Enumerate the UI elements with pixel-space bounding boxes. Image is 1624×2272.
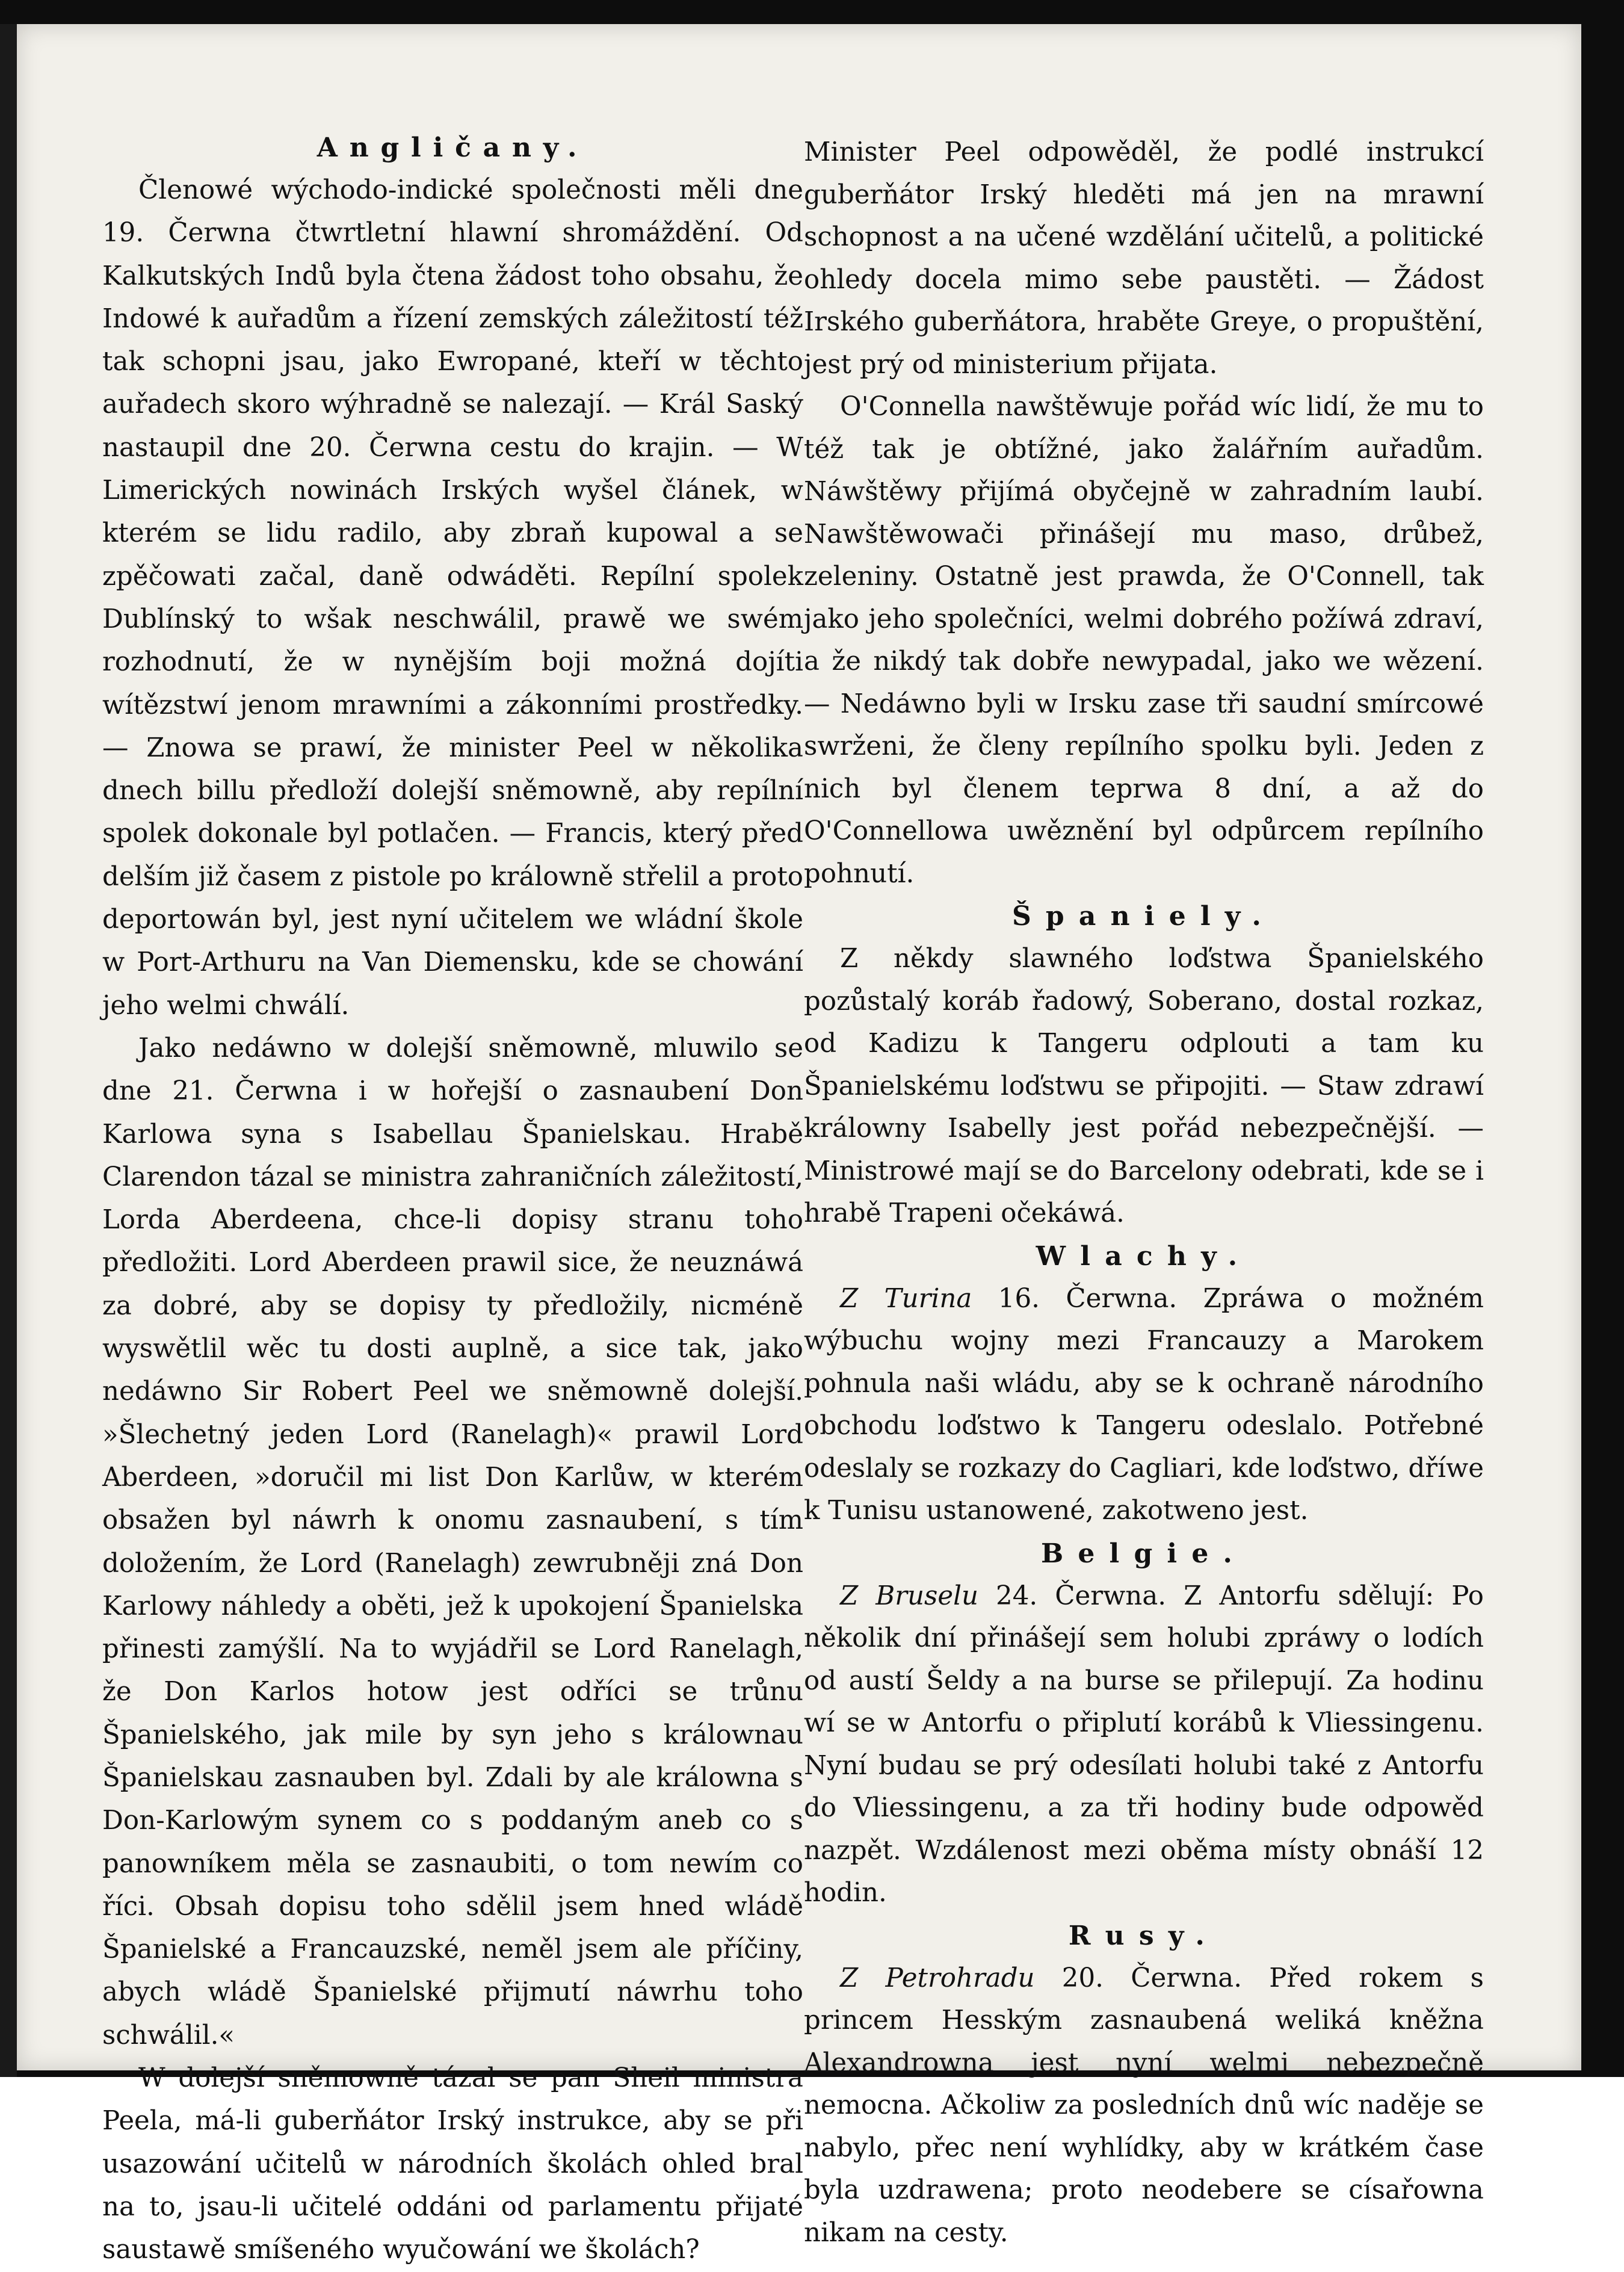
article-belgie-text: 24. Čerwna. Z Antorfu sdělují: Po několik dní přinášejí sem holubi zpráwy o lodích od austí Šeldy a na burse se přilepují. Za hodinu wí se w Antorfu o připlutí korábů k Vliessingenu. Nyní budau se prý odesílati holubi také z Antorfu do Vliessingenu, a za tři hodiny bude odpowěd nazpět. Wzdálenost mezi oběma místy obnáší 12 hodin. xyxy=(804,1580,1484,1908)
article-anglicany-2: Jako nedáwno w dolejší sněmowně, mluwilo se dne 21. Čerwna i w hořejší o zasnaubení Don Karlowa syna s Isabellau Španielskau. Hrabě Clarendon tázal se ministra zahraničních záležitostí, Lorda Aberdeena, chce-li dopisy stranu toho předložiti. Lord Aberdeen prawil sice, že neuznáwá za dobré, aby se dopisy ty předložily, nicméně wyswětlil wěc tu dosti auplně, a sice tak, jako nedáwno Sir Robert Peel we sněmowně dolejší. »Šlechetný jeden Lord (Ranelagh)« prawil Lord Aberdeen, »doručil mi list Don Karlůw, w kterém obsažen byl náwrh k onomu zasnaubení, s tím doložením, že Lord (Ranelagh) zewrubněji zná Don Karlowy náhledy a oběti, jež k upokojení Španielska přinesti zamýšlí. Na to wyjádřil se Lord Ranelagh, že Don Karlos hotow jest odříci se trůnu Španielského, jak mile by syn jeho s králownau Španielskau zasnauben byl. Zdali by ale králowna s Don-Karlowým synem co s poddaným aneb co s panowníkem měla se zasnaubiti, o tom newím co říci. Obsah dopisu toho sdělil jsem hned wládě Španielské a Francauzské, neměl jsem ale příčiny, abych wládě Španielské přijmutí náwrhu toho schwálil.« xyxy=(102,1033,803,2051)
article-rusy-text: 20. Čerwna. Před rokem s princem Hesským zasnaubená weliká kněžna Alexandrowna jest nyní welmi nebezpečně nemocna. Ačkoliw za posledních dnů wíc naděje se nabylo, přec není wyhlídky, aby w krátkém čase byla uzdrawena; proto neodebere se císařowna nikam na cesty. xyxy=(804,1963,1484,2248)
left-column xyxy=(102,126,803,2272)
article-rusy-1 xyxy=(804,1957,1484,2255)
dateline-turin: Z Turina xyxy=(840,1283,972,1314)
article-anglicany-1: Členowé wýchodo-indické společnosti měli dne 19. Čerwna čtwrtletní hlawní shromáždění. Od Kalkutských Indů byla čtena žádost toho obsahu, že Indowé k auřadům a řízení zemských záležitostí též tak schopni jsau, jako Ewropané, kteří w těchto auřadech skoro wýhradně se nalezají. — Král Saský nastaupil dne 20. Čerwna cestu do krajin. — W Limerických nowinách Irských wyšel článek, w kterém se lidu radilo, aby zbraň kupowal a se zpěčowati začal, daně odwáděti. Repílní spolek Dublínský to wšak neschwálil, prawě we swém rozhodnutí, že w nynějším boji možná dojíti wítězstwí jenom mrawními a zákonními prostředky. — Znowa se prawí, že minister Peel w několika dnech billu předloží dolejší sněmowně, aby repílní spolek dokonale byl potlačen. — Francis, který před delším již časem z pistole po králowně střelil a proto deportowán byl, jest nyní učitelem we wládní škole w Port-Arthuru na Van Diemensku, kde se chowání jeho welmi chwálí. xyxy=(102,175,803,1021)
heading-rusy: Rusy. xyxy=(1068,1920,1220,1951)
article-wlachy-text: 16. Čerwna. Zpráwa o možném wýbuchu wojny mezi Francauzy a Marokem pohnula naši wládu, aby se k ochraně národního obchodu loďstwo k Tangeru odeslalo. Potřebné odeslaly se rozkazy do Cagliari, kde loďstwo, dříwe k Tunisu ustanowené, zakotweno jest. xyxy=(804,1283,1484,1526)
article-anglicany-3: W dolejší sněmowně tázal se pan Sheil ministra Peela, má-li guberňátor Irský instrukce, aby se při usazowání učitelů w národních školách ohled bral na to, jsau-li učitelé oddáni od parlamentu přijaté saustawě smíšeného wyučowání we školách? xyxy=(102,2063,803,2265)
dateline-brussels: Z Bruselu xyxy=(840,1580,979,1611)
dateline-petrograd: Z Petrohradu xyxy=(840,1963,1035,1993)
heading-wlachy: Wlachy. xyxy=(1036,1240,1252,1272)
article-belgie-1 xyxy=(804,1575,1484,1914)
heading-anglicany: Angličany. xyxy=(316,132,589,163)
heading-belgie: Belgie. xyxy=(1040,1538,1247,1569)
page-spine-shadow xyxy=(0,24,17,2077)
right-column xyxy=(804,131,1484,2254)
article-anglicany-4: Minister Peel odpowěděl, že podlé instrukcí guberňátor Irský hleděti má jen na mrawní schopnost a na učené wzdělání učitelů, a politické ohledy docela mimo sebe paustěti. — Žádost Irského guberňátora, hraběte Greye, o propuštění, jest prý od ministerium přijata. xyxy=(804,137,1484,380)
article-anglicany-5: O'Connella nawštěwuje pořád wíc lidí, že mu to též tak je obtížné, jako žalářním auřadům. Náwštěwy přijímá obyčejně w zahradním laubí. Nawštěwowači přinášejí mu maso, drůbež, zeleniny. Ostatně jest prawda, že O'Connell, tak jako jeho společníci, welmi dobrého požíwá zdraví, a že nikdý tak dobře newypadal, jako we wězení. — Nedáwno byli w Irsku zase tři saudní smírcowé swrženi, že členy repílního spolku byli. Jeden z nich byl členem teprwa 8 dní, a až do O'Connellowa uwěznění byl odpůrcem repílního pohnutí. xyxy=(804,392,1484,889)
article-spanely-1: Z někdy slawného loďstwa Španielského pozůstalý koráb řadowý, Soberano, dostal rozkaz, od Kadizu k Tangeru odplouti a tam ku Španielskému loďstwu se připojiti. — Staw zdrawí králowny Isabelly jest pořád nebezpečnější. — Ministrowé mají se do Barcelony odebrati, kde se i hrabě Trapeni očekáwá. xyxy=(804,944,1484,1228)
heading-spanely: Španiely. xyxy=(1011,901,1276,932)
article-wlachy-1 xyxy=(804,1278,1484,1532)
